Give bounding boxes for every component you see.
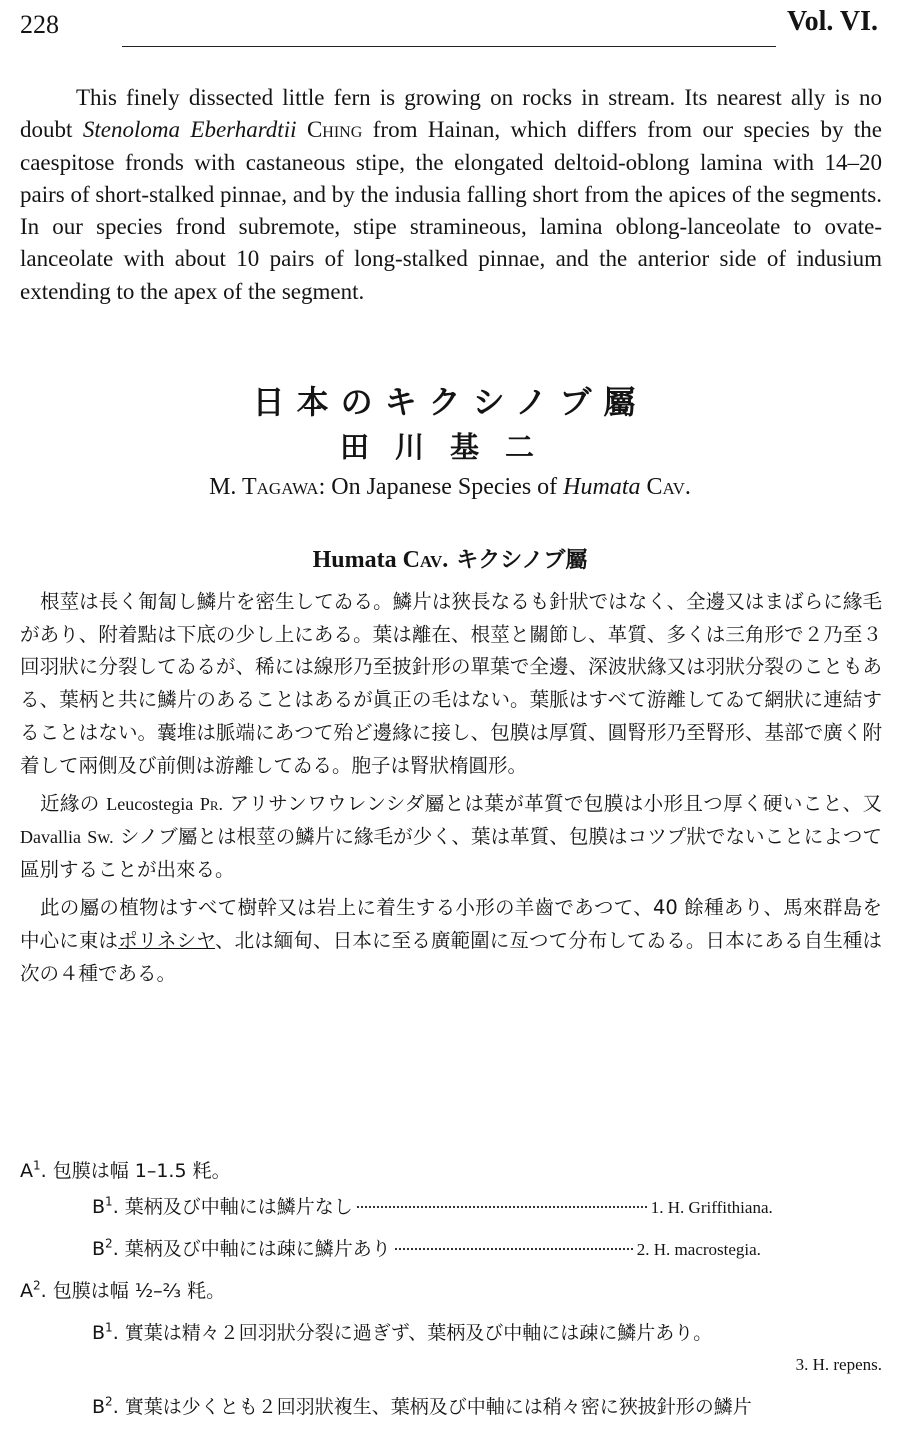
section-heading: Humata Cav. キクシノブ屬 xyxy=(312,547,588,573)
article-title-jp: 日本のキクシノブ屬 xyxy=(252,383,648,421)
key-a1: $A^1$. 包膜は幅 1–1.5 粍。 xyxy=(20,1158,231,1182)
underlined-term: ポリネシヤ xyxy=(118,929,216,953)
body-paragraph-1: 根莖は長く匍匐し鱗片を密生してゐる。鱗片は狹長なるも針狀ではなく、全邊又はまばらに緣毛があり、附着點は下底の少し上にある。葉は離在、根莖と關節し、革質、多くは三角形で２乃至３回羽狀に分裂してゐるが、稀には線形乃至披針形の單葉で全邊、深波狀緣又は羽狀分裂のこともある、葉柄と共に鱗片のあることはあるが眞正の毛はない。葉脈はすべて游離してゐて網狀に連結することはない。囊堆は脈端にあつて殆ど邊緣に接し、包膜は厚質、圓腎形乃至腎形、基部で廣く附着して兩側及び前側は游離してゐる。胞子は腎狀楕圓形。 xyxy=(20,590,882,777)
dot-leader xyxy=(357,1206,647,1208)
article-author-jp: 田川基二 xyxy=(339,430,560,464)
volume-label: Vol. VI. xyxy=(786,6,878,37)
japanese-body xyxy=(20,586,882,996)
body-paragraph-3: 此の屬の植物はすべて樹幹又は岩上に着生する小形の羊齒であつて、40 餘種あり、馬來群島を中心に東はポリネシヤ、北は緬甸、日本に至る廣範圍に亙つて分布してゐる。日本にある自生種は次の４種である。 xyxy=(20,896,882,985)
key-b2: $B^2$. 葉柄及び中軸には疎に鱗片あり 2. H. macrostegia. xyxy=(92,1236,761,1260)
header-rule xyxy=(122,46,776,47)
key-b1-2: $B^1$. 實葉は精々２回羽狀分裂に過ぎず、葉柄及び中軸には疎に鱗片あり。 xyxy=(92,1320,713,1344)
key-b2-2: $B^2$. 實葉は少くとも２回羽狀複生、葉柄及び中軸には稍々密に狹披針形の鱗片 xyxy=(92,1394,752,1418)
dot-leader xyxy=(395,1248,633,1250)
key-a2: $A^2$. 包膜は幅 ½–⅔ 粍。 xyxy=(20,1278,226,1302)
body-paragraph-2: 近緣の Leucostegia Pr. アリサンワウレンシダ屬とは葉が革質で包膜は小形且つ厚く硬いこと、又 Davallia Sw. シノブ屬とは根莖の鱗片に緣毛が少く、葉は革質、包膜はコツプ狀でないことによつて區別することが出來る。 xyxy=(20,792,883,881)
article-title-en: M. Tagawa: On Japanese Species of Humata Cav. xyxy=(209,474,691,500)
key-result: 1. H. Griffithiana. xyxy=(650,1198,773,1217)
author-name-en: M. Tagawa xyxy=(209,474,319,500)
genus-name: Humata xyxy=(563,474,641,500)
key-result: 2. H. macrostegia. xyxy=(636,1240,761,1259)
key-result-3: 3. H. repens. xyxy=(795,1355,882,1374)
species-author: Ching xyxy=(306,117,363,143)
english-paragraph-text: This finely dissected little fern is growing on rocks in stream. Its nearest ally is no doubt Stenoloma Eberhardtii Ching from Hainan, which differs from our species by the caespitose fronds with castaneous stipe, the elongated deltoid-oblong lamina with 14–20 pairs of short-stalked pinnae, and by the indusia falling short from the apices of the segments. In our species frond subremote, stipe stramineous, lamina oblong-lanceolate to ovate-lanceolate with about 10 pairs of long-stalked pinnae, and the anterior side of indusium extending to the apex of the segment. xyxy=(20,85,883,304)
page-number: 228 xyxy=(20,10,59,39)
species-name: Stenoloma Eberhardtii xyxy=(82,117,297,143)
key-b1: $B^1$. 葉柄及び中軸には鱗片なし 1. H. Griffithiana. xyxy=(92,1194,773,1218)
english-paragraph xyxy=(20,82,882,308)
